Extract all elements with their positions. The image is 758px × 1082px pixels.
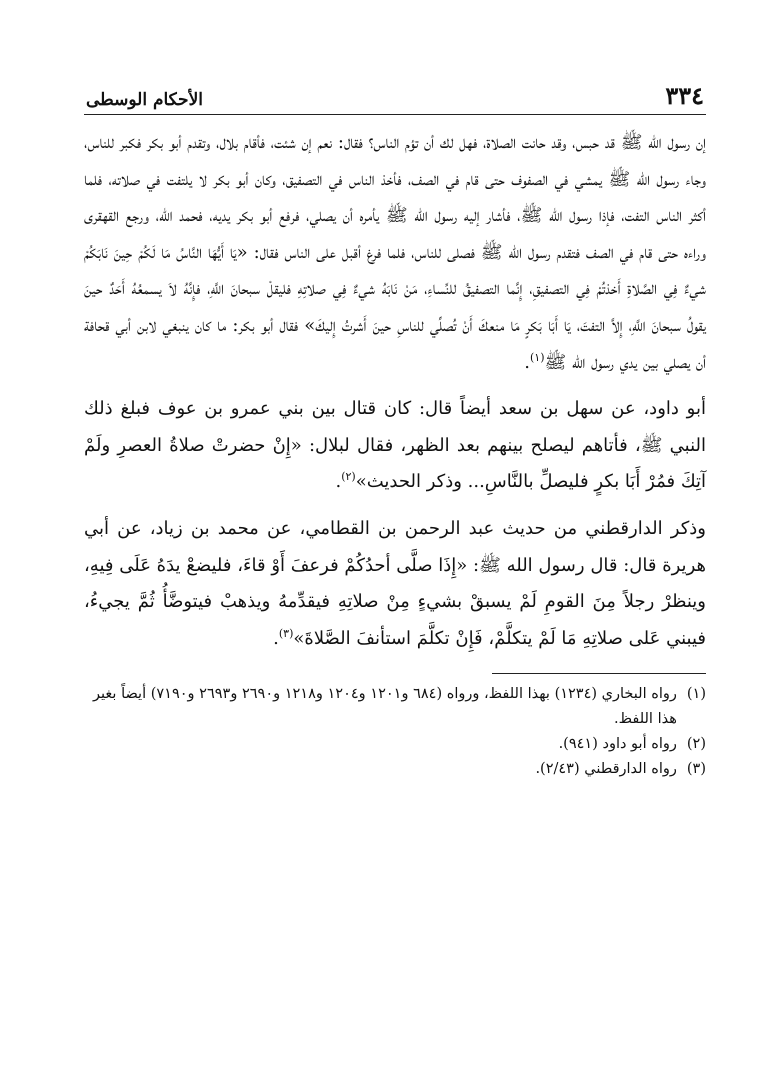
footnote-3 [84,757,706,782]
sentence-end: . [524,351,530,373]
paragraph-3 [84,511,706,657]
paragraph-1 [84,125,706,381]
sentence-end: . [335,471,342,493]
footnote-text: رواه الدارقطني (٢/٤٣). [535,761,677,778]
paragraph-text: إن رسول الله ﷺ قد حبس، وقد حانت الصلاة، فهل لك أن تؤم الناس؟ فقال: نعم إن شئت، فأقام بلال، وتقدم أبو بكر فكبر للناس، وجاء رسول الله ﷺ يمشي في الصفوف حتى قام في الصف، فأخذ الناس في التصفيق، وكان أبو بكر لا يلتفت في صلاته، فلما أكثر الناس التفت، فإذا رسول الله ﷺ، فأشار إليه رسول الله ﷺ يأمره أن يصلي، فرفع أبو بكر يديه، فحمد الله، ورجع القهقرى وراءه حتى قام في الصف فتقدم رسول الله ﷺ فصلى للناس، فلما فرغ أقبل على الناس فقال: «يَا أَيُّهَا النَّاسُ مَا لَكُمْ حِينَ نَابَكُمْ شيءٌ فِي الصَّلاةِ أَخذتُمْ فِي التصفيقِ، إِنَّما التصفيقُ للنِّساءِ، مَنْ نَابَهُ شيءٌ فِي صلاتِهِ فليقلْ سبحانَ اللَّهِ، فإِنَّهُ لاَ يسمعُهُ أَحَدٌ حينَ يقولُ سبحانَ اللَّهِ، إِلاَّ التفتَ، يَا أَبَا بَكرٍ مَا منعكَ أَنْ تُصلِّي للناسِ حينَ أَشرتُ إِليكَ» فقال أبو بكر: ما كان ينبغي لابن أبي قحافة أن يصلي بين يدي رسول الله ﷺ [84,132,706,373]
page-body [84,125,706,657]
paragraph-text: وذكر الدارقطني من حديث عبد الرحمن بن القطامي، عن محمد بن زياد، عن أبي هريرة قال: قال رسول الله ﷺ: «إِذَا صلَّى أحدُكُمْ فرعفَ أَوْ قاءَ، فليضعْ يدَهُ عَلَى فِيهِ، وينظرْ رجلاً مِنَ القومِ لَمْ يسبقْ بشيءٍ مِنْ صلاتِهِ فيقدِّمهُ ويذهبْ فيتوضَّأُ ثُمَّ يجيءُ، فيبني عَلى صلاتِهِ مَا لَمْ يتكلَّمْ، فَإِنْ تكلَّمَ استأنفَ الصَّلاةَ» [84,517,706,649]
footnote-ref-1: (١) [529,350,545,364]
footnote-text: رواه البخاري (١٢٣٤) بهذا اللفظ، ورواه (٦٨٤ و١٢٠١ و١٢٠٤ و١٢١٨ و٢٦٩٠ و٢٦٩٣ و٧١٩٠) أيضاً بغير هذا اللفظ. [93,686,677,728]
footnote-number: (٢) [686,736,706,753]
book-page [84,70,706,782]
sentence-end: . [273,627,279,649]
running-title: الأحكام الوسطى [86,90,203,110]
footnote-number: (١) [686,686,706,703]
footnote-ref-3: (٣) [278,626,294,640]
footnote-number: (٣) [686,761,706,778]
paragraph-2 [84,391,706,501]
footnote-text: رواه أبو داود (٩٤١). [558,736,677,753]
footnote-ref-2: (٢) [341,470,356,484]
footnote-divider [492,673,706,674]
footnote-2 [84,732,706,757]
footnote-1 [84,682,706,732]
footnotes [84,682,706,782]
paragraph-text: أبو داود، عن سهل بن سعد أيضاً قال: كان قتال بين بني عمرو بن عوف فبلغ ذلك النبي ﷺ، فأتاهم ليصلح بينهم بعد الظهر، فقال لبلال: «إِنْ حضرتْ صلاةُ العصرِ ولَمْ آتِكَ فمُرْ أَبَا بكرٍ فليصلِّ بالنَّاسِ... وذكر الحديث» [84,398,706,493]
page-number: ٣٣٤ [665,81,704,110]
page-header [84,70,706,115]
